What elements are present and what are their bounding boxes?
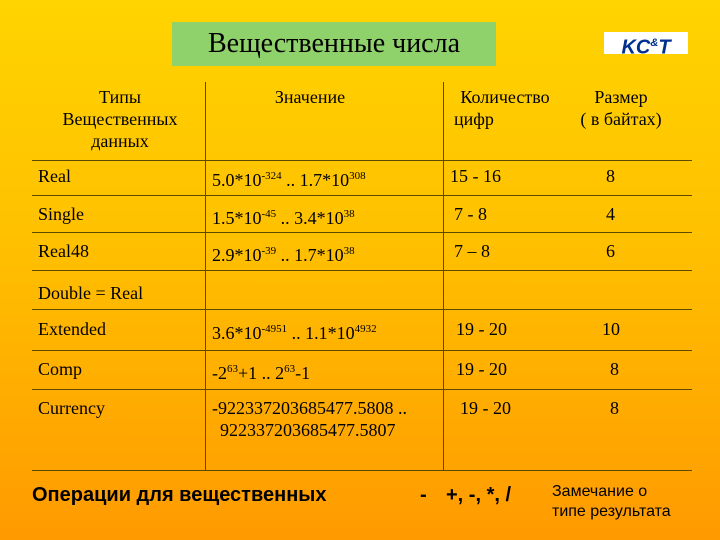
value-part: .. 3.4*10	[276, 208, 344, 228]
row-value	[212, 240, 355, 266]
result-type-note	[552, 482, 671, 522]
row-digits: 19 - 20	[456, 319, 507, 339]
logo	[604, 32, 688, 59]
note-line: Замечание о	[552, 483, 648, 500]
value-line: 922337203685477.5807	[220, 420, 396, 440]
table-divider	[32, 232, 692, 233]
header-type-line: Вещественных	[62, 109, 178, 129]
logo-text-main: KC	[621, 36, 651, 59]
value-part: .. 1.7*10	[276, 245, 344, 265]
table-divider	[32, 309, 692, 310]
value-part: +1 .. 2	[238, 363, 285, 383]
value-exponent: 63	[284, 363, 296, 375]
slide-title: Вещественные числа	[172, 22, 496, 66]
value-exponent: -45	[261, 208, 277, 220]
table-divider	[32, 350, 692, 351]
row-type: Real48	[38, 241, 89, 261]
row-value	[212, 358, 310, 384]
value-part: -1	[295, 363, 311, 383]
value-exponent: 308	[349, 170, 366, 182]
table-divider	[443, 82, 444, 470]
value-part: -2	[212, 363, 227, 383]
operations-label: Операции для вещественных	[32, 484, 327, 506]
note-line: типе результата	[552, 503, 671, 520]
value-exponent: 63	[227, 363, 238, 375]
header-digits	[446, 86, 564, 130]
logo-text-sup: &	[650, 37, 659, 49]
table-divider	[32, 195, 692, 196]
header-value: Значение	[274, 87, 346, 107]
header-size	[566, 86, 676, 130]
value-exponent: 38	[343, 245, 355, 257]
header-type-line: Типы	[99, 87, 141, 107]
row-size: 8	[610, 359, 619, 379]
row-digits: 7 – 8	[454, 241, 490, 261]
header-size-line: ( в байтах)	[580, 109, 662, 129]
header-type	[40, 86, 200, 152]
row-type: Single	[38, 204, 85, 224]
table-divider	[32, 470, 692, 471]
table-divider	[32, 270, 692, 271]
value-exponent: -4951	[261, 323, 288, 335]
row-digits: 15 - 16	[450, 166, 501, 186]
value-part: 2.9*10	[212, 245, 262, 265]
header-type-line: данных	[91, 131, 149, 151]
row-type: Currency	[38, 398, 105, 418]
row-type: Real	[38, 166, 71, 186]
value-exponent: -39	[261, 245, 277, 257]
value-part: .. 1.1*10	[287, 323, 355, 343]
row-digits: 7 - 8	[454, 204, 487, 224]
header-digits-line: цифр	[454, 109, 494, 129]
row-digits: 19 - 20	[456, 359, 507, 379]
operations-dash: -	[420, 484, 427, 506]
value-exponent: 4932	[354, 323, 377, 335]
table-divider	[205, 82, 206, 470]
row-value	[212, 203, 355, 229]
value-exponent: 38	[343, 208, 355, 220]
header-size-line: Размер	[594, 87, 648, 107]
row-size: 10	[602, 319, 620, 339]
value-exponent: -324	[261, 170, 282, 182]
row-value	[212, 397, 407, 441]
value-part: 5.0*10	[212, 170, 262, 190]
value-part: .. 1.7*10	[281, 170, 350, 190]
value-line: -922337203685477.5808 ..	[212, 398, 407, 418]
row-value	[212, 318, 377, 344]
operations-list: +, -, *, /	[446, 484, 512, 506]
row-type: Comp	[38, 359, 83, 379]
value-part: 3.6*10	[212, 323, 262, 343]
row-size: 4	[606, 204, 615, 224]
value-part: 1.5*10	[212, 208, 262, 228]
table-divider	[32, 160, 692, 161]
row-value	[212, 165, 366, 191]
row-type: Double = Real	[38, 283, 144, 303]
row-digits: 19 - 20	[460, 398, 511, 418]
header-digits-line: Количество	[460, 87, 550, 107]
table-divider	[32, 389, 692, 390]
row-size: 6	[606, 241, 615, 261]
row-type: Extended	[38, 319, 106, 339]
row-size: 8	[610, 398, 619, 418]
row-size: 8	[606, 166, 615, 186]
logo-text-end: T	[658, 36, 671, 59]
